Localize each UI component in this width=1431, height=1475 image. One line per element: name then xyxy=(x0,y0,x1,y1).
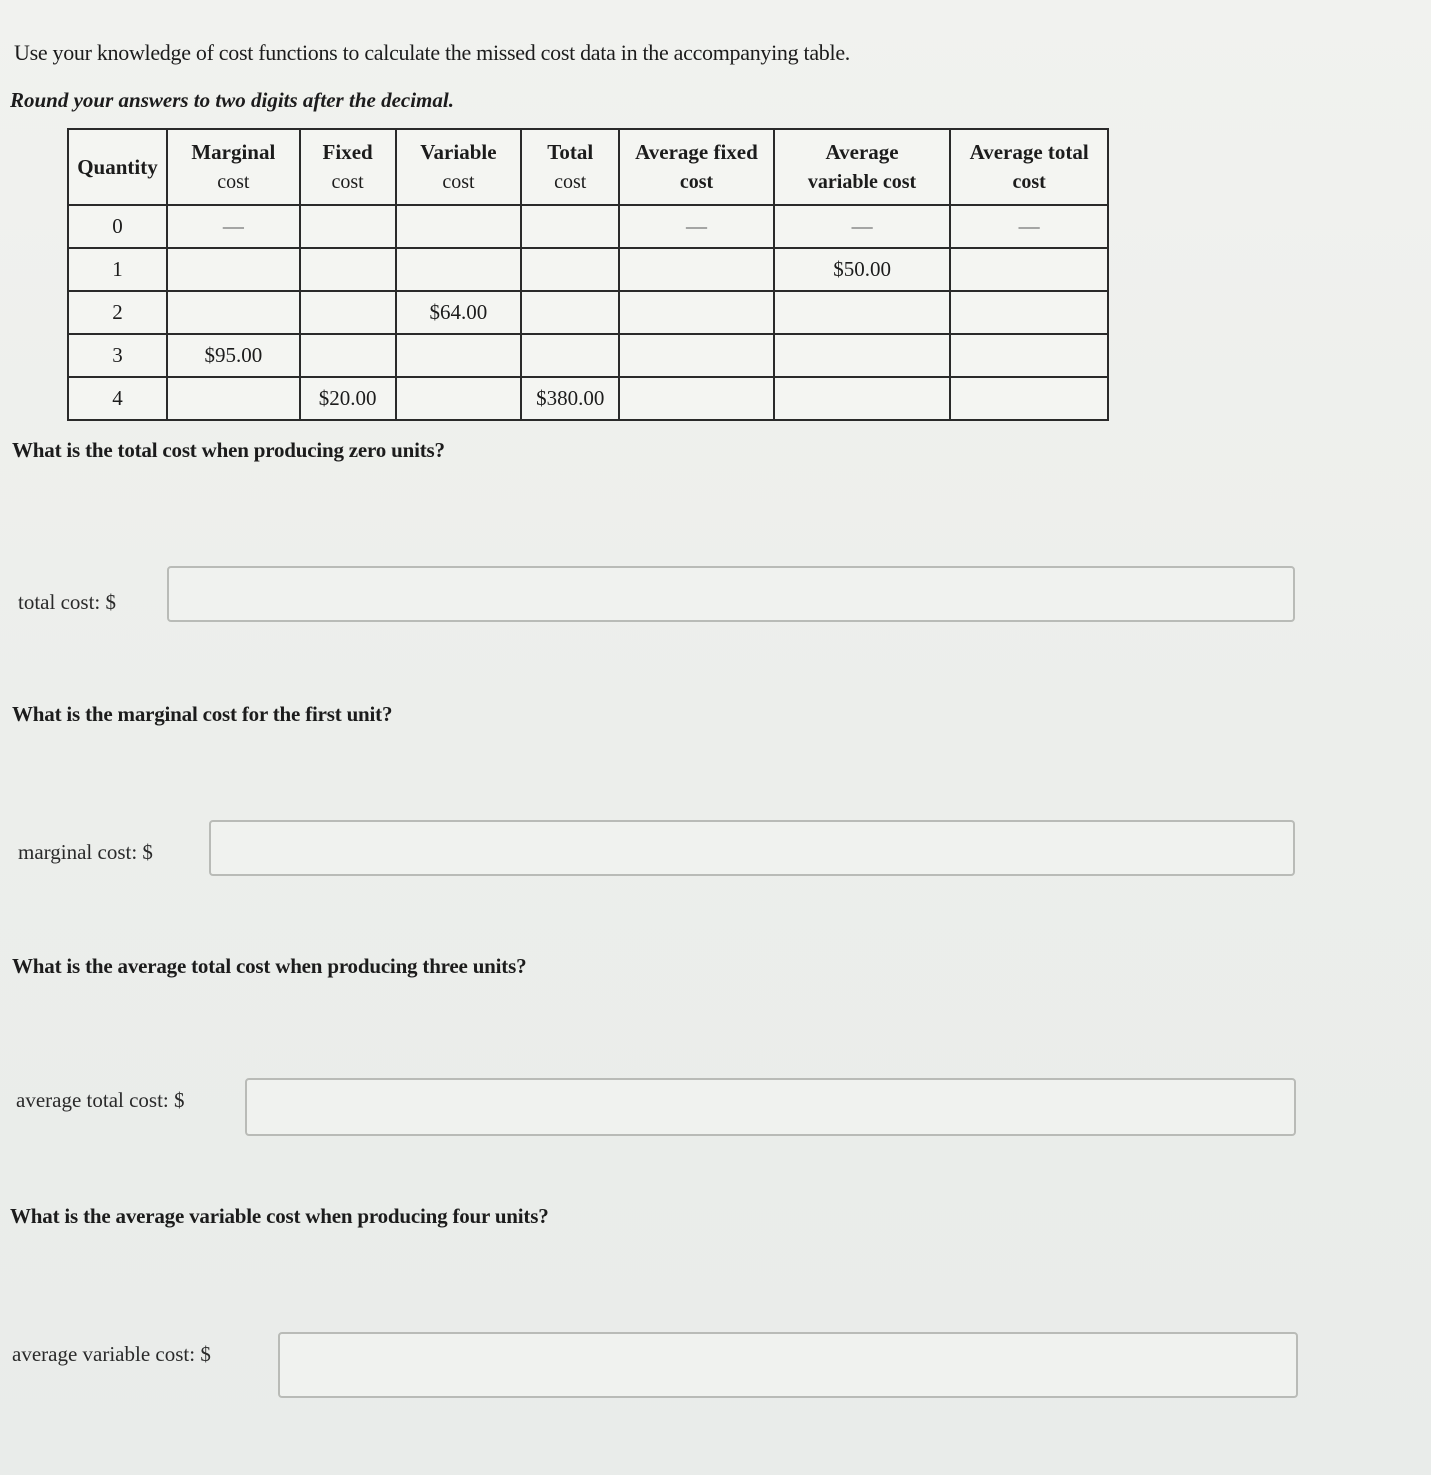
header-fixed-cost: Fixed cost xyxy=(300,129,396,205)
instruction-text: Use your knowledge of cost functions to calculate the missed cost data in the accompanying table. xyxy=(14,40,850,65)
table-row xyxy=(68,334,1108,377)
table-cell: — xyxy=(167,205,300,248)
total-cost-label: total cost: $ xyxy=(18,590,116,614)
table-cell xyxy=(619,377,774,420)
table-cell: 2 xyxy=(68,291,167,334)
table-cell: 1 xyxy=(68,248,167,291)
average-total-cost-label: average total cost: $ xyxy=(16,1088,185,1112)
table-cell xyxy=(619,248,774,291)
table-cell xyxy=(396,205,522,248)
marginal-cost-label: marginal cost: $ xyxy=(18,840,153,864)
table-cell xyxy=(774,291,951,334)
table-cell: — xyxy=(774,205,951,248)
table-cell: $380.00 xyxy=(521,377,619,420)
table-cell xyxy=(774,377,951,420)
header-total-cost: Total cost xyxy=(521,129,619,205)
rounding-note: Round your answers to two digits after the decimal. xyxy=(10,88,454,112)
average-variable-cost-input[interactable] xyxy=(278,1332,1298,1398)
table-row xyxy=(68,377,1108,420)
table-cell xyxy=(300,205,396,248)
table-cell xyxy=(950,291,1108,334)
table-cell xyxy=(950,334,1108,377)
average-total-cost-input[interactable] xyxy=(245,1078,1296,1136)
header-marginal-cost: Marginal cost xyxy=(167,129,300,205)
average-variable-cost-label: average variable cost: $ xyxy=(12,1342,211,1366)
header-average-fixed-cost: Average fixed cost xyxy=(619,129,774,205)
table-cell xyxy=(521,205,619,248)
cost-table xyxy=(67,128,1109,421)
table-cell xyxy=(300,291,396,334)
table-row xyxy=(68,291,1108,334)
question-average-total-cost-three-units: What is the average total cost when producing three units? xyxy=(12,954,527,978)
table-cell: 4 xyxy=(68,377,167,420)
table-cell: 3 xyxy=(68,334,167,377)
question-average-variable-cost-four-units: What is the average variable cost when producing four units? xyxy=(10,1204,549,1228)
table-cell: — xyxy=(619,205,774,248)
table-cell xyxy=(300,334,396,377)
header-average-total-cost: Average total cost xyxy=(950,129,1108,205)
table-cell xyxy=(396,377,522,420)
total-cost-input[interactable] xyxy=(167,566,1295,622)
table-cell xyxy=(167,291,300,334)
table-cell xyxy=(774,334,951,377)
table-header-row xyxy=(68,129,1108,205)
table-cell xyxy=(950,377,1108,420)
table-cell: $20.00 xyxy=(300,377,396,420)
header-average-variable-cost: Average variable cost xyxy=(774,129,951,205)
table-cell: $64.00 xyxy=(396,291,522,334)
table-row xyxy=(68,205,1108,248)
table-cell xyxy=(521,334,619,377)
table-cell xyxy=(396,248,522,291)
table-cell xyxy=(396,334,522,377)
table-cell: $50.00 xyxy=(774,248,951,291)
table-cell xyxy=(300,248,396,291)
question-marginal-cost-first-unit: What is the marginal cost for the first unit? xyxy=(12,702,393,726)
table-cell xyxy=(167,377,300,420)
table-cell: 0 xyxy=(68,205,167,248)
table-cell: $95.00 xyxy=(167,334,300,377)
header-quantity: Quantity xyxy=(68,129,167,205)
table-row xyxy=(68,248,1108,291)
table-cell xyxy=(950,248,1108,291)
question-total-cost-zero-units: What is the total cost when producing zero units? xyxy=(12,438,445,462)
table-cell xyxy=(619,291,774,334)
table-cell xyxy=(521,248,619,291)
table-cell xyxy=(521,291,619,334)
table-cell xyxy=(167,248,300,291)
header-variable-cost: Variable cost xyxy=(396,129,522,205)
table-cell: — xyxy=(950,205,1108,248)
marginal-cost-input[interactable] xyxy=(209,820,1295,876)
table-cell xyxy=(619,334,774,377)
